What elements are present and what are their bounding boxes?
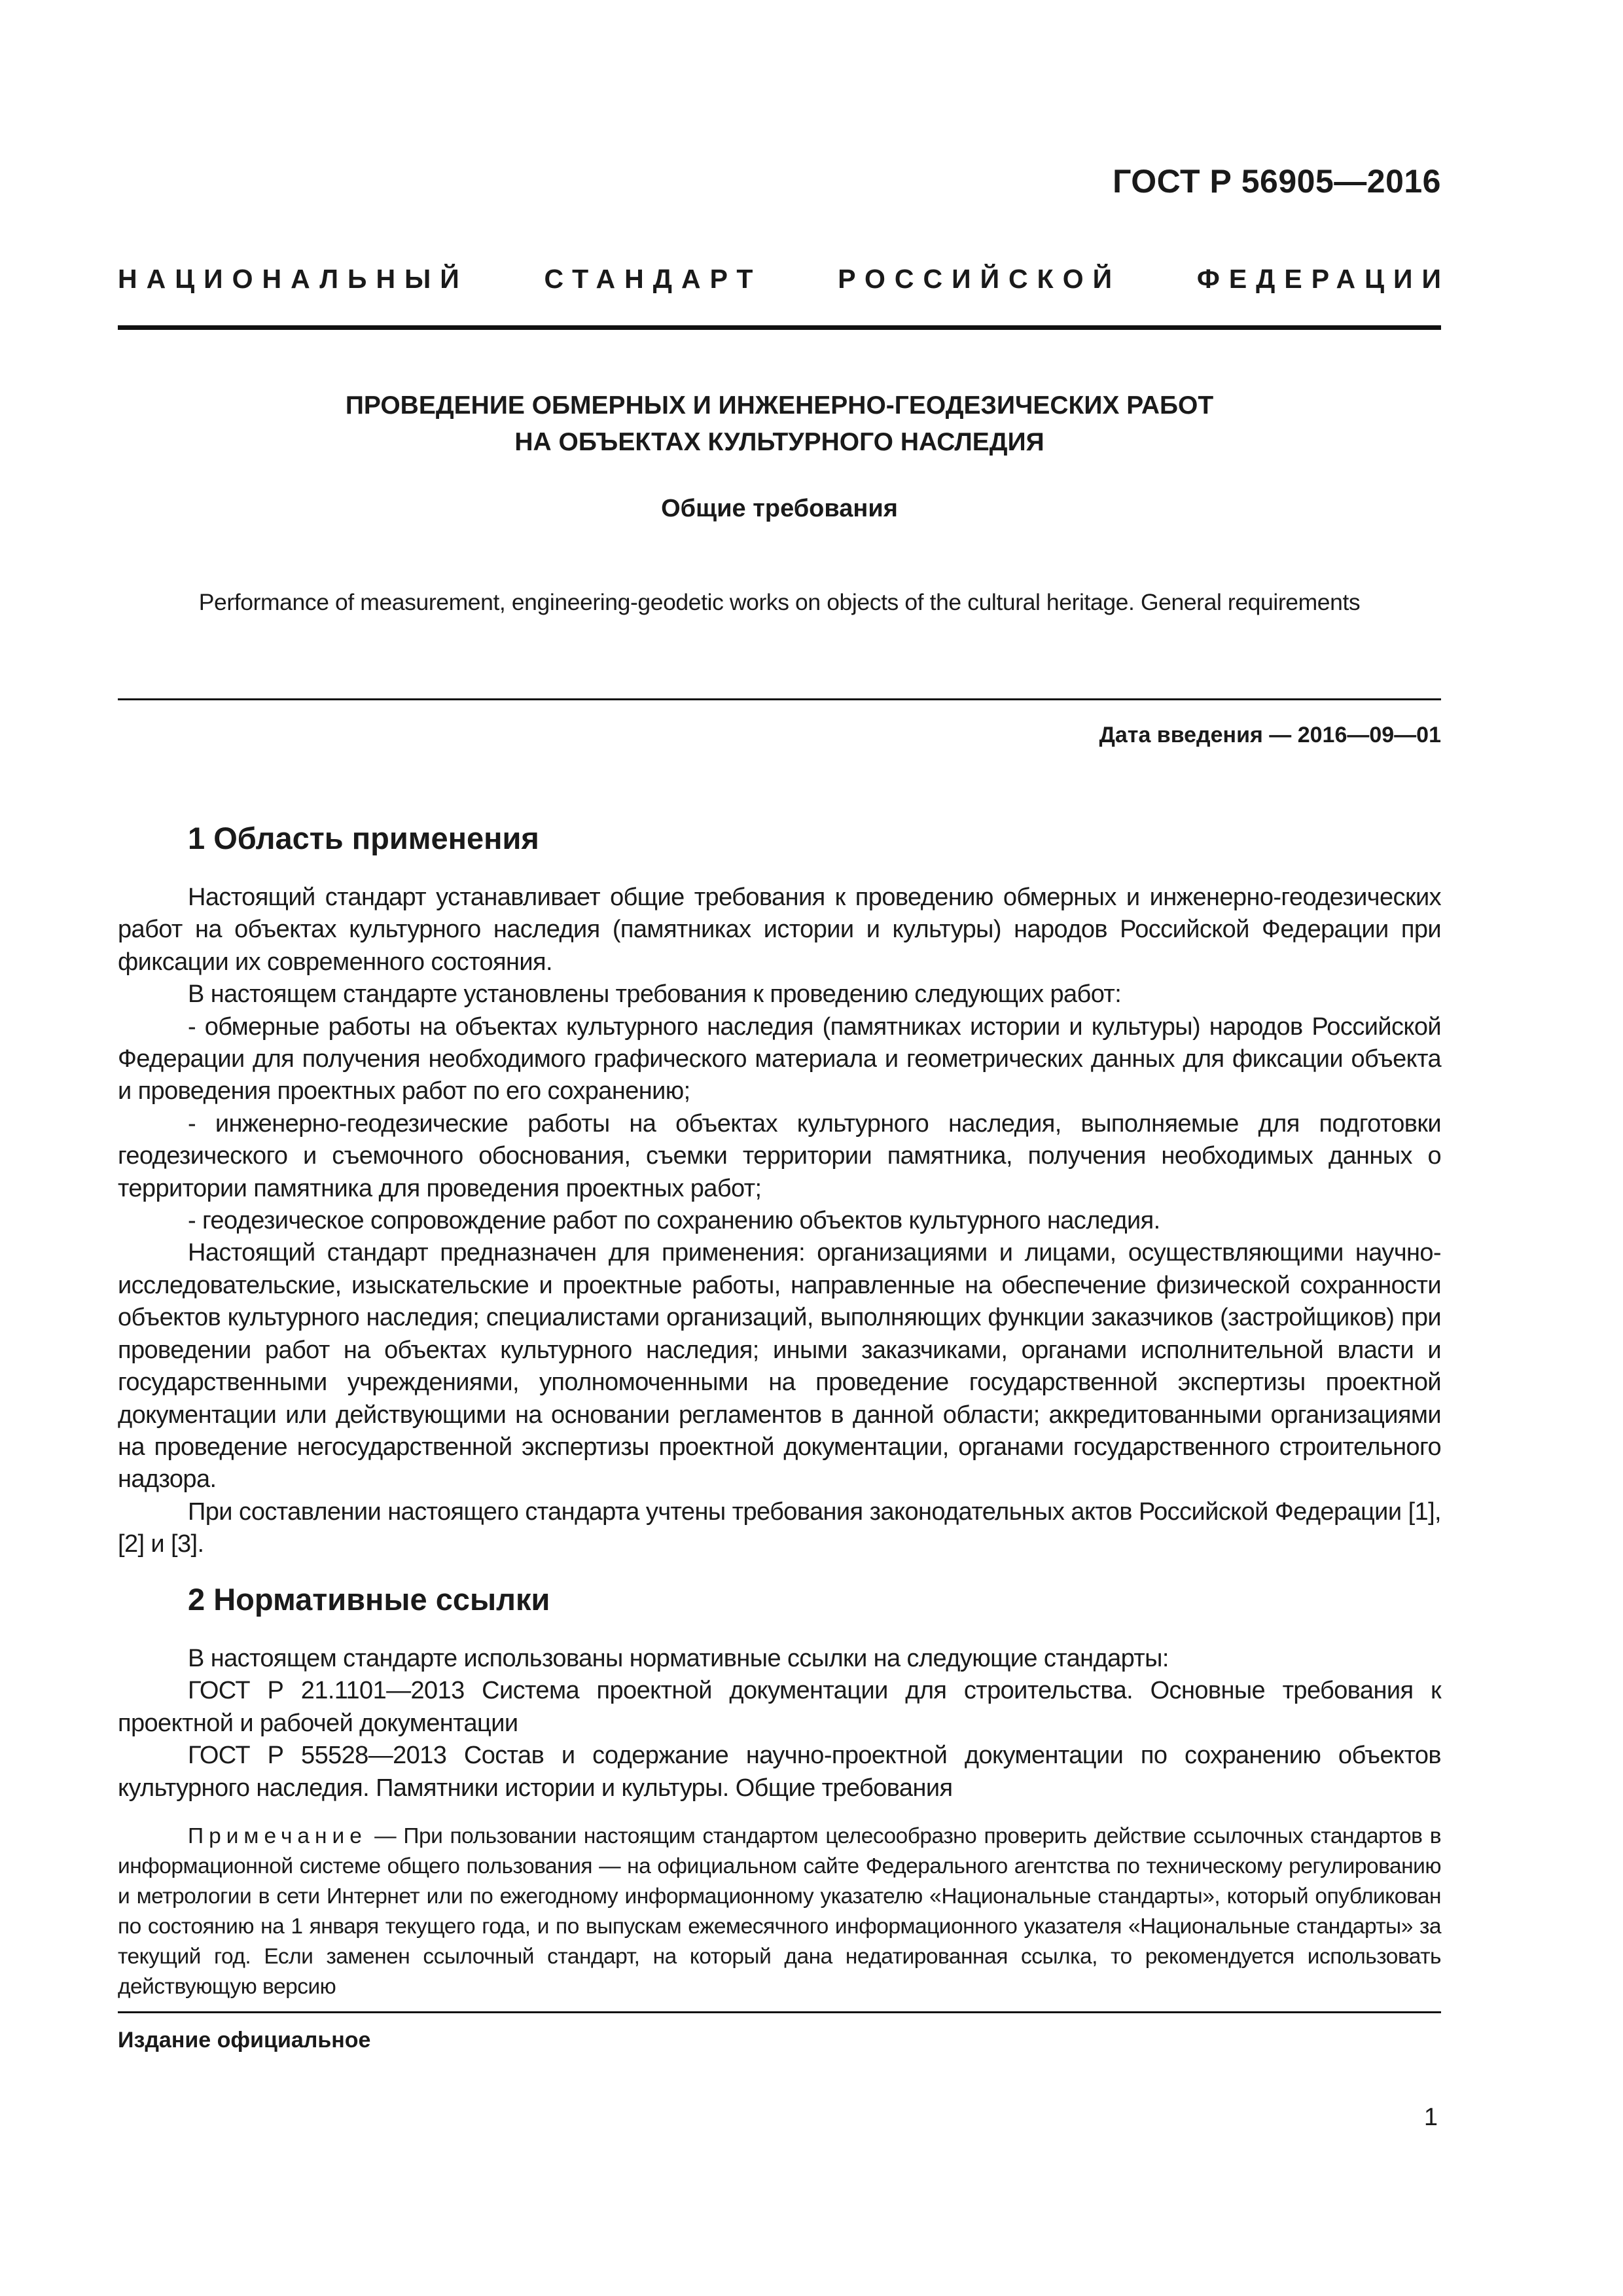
- list-item: - геодезическое сопровождение работ по сохранению объектов культурного наследия.: [188, 1207, 1160, 1235]
- page-number: 1: [1423, 2104, 1438, 2131]
- banner-word: НАЦИОНАЛЬНЫЙ: [118, 264, 469, 294]
- note-block: [118, 1821, 1441, 2002]
- paragraph: Настоящий стандарт устанавливает общие требования к проведению обмерных и инженерно-геодезических работ на объектах культурного наследия (памятниках истории и культуры) народов Российской Федерации при фиксации их современного состояния.: [118, 884, 1441, 976]
- document-subtitle: Общие требования: [661, 495, 898, 522]
- note-text: — При пользовании настоящим стандартом целесообразно проверить действие ссылочных стандартов в информационной системе общего пользования — на официальном сайте Федерального агентства по техническому регулированию и метрологии в сети Интернет или по ежегодному информационному указателю «Национальные стандарты», который опубликован по состоянию на 1 января текущего года, и по выпускам ежемесячного информационного указателя «Национальные стандарты» за текущий год. Если заменен ссылочный стандарт, на который дана недатированная ссылка, то рекомендуется использовать действующую версию: [118, 1824, 1441, 1999]
- section-heading-scope: 1 Область применения: [188, 821, 539, 855]
- document-title: [118, 387, 1441, 461]
- paragraph: В настоящем стандарте установлены требования к проведению следующих работ:: [188, 980, 1122, 1009]
- list-item: - инженерно-геодезические работы на объектах культурного наследия, выполняемые для подготовки геодезического и съемочного обоснования, съемки территории памятника, получения необходимых данных о территории памятника для проведения проектных работ;: [118, 1109, 1441, 1202]
- reference-item: ГОСТ Р 55528—2013 Состав и содержание научно-проектной документации по сохранению объектов культурного наследия. Памятники истории и культуры. Общие требования: [118, 1742, 1441, 1802]
- header-divider: [118, 325, 1441, 330]
- section-references-body: [118, 1643, 1441, 1804]
- national-standard-banner: [118, 264, 1450, 295]
- note-lead: Примечание: [188, 1824, 367, 1848]
- introduction-date: Дата введения — 2016—09—01: [1099, 723, 1441, 747]
- title-line-1: ПРОВЕДЕНИЕ ОБМЕРНЫХ И ИНЖЕНЕРНО-ГЕОДЕЗИЧЕСКИХ РАБОТ: [345, 391, 1214, 420]
- document-page: [118, 0, 1450, 2296]
- title-line-2: НА ОБЪЕКТАХ КУЛЬТУРНОГО НАСЛЕДИЯ: [514, 428, 1044, 456]
- section-heading-references: 2 Нормативные ссылки: [188, 1582, 550, 1617]
- banner-word: СТАНДАРТ: [544, 264, 762, 294]
- document-code: ГОСТ Р 56905—2016: [1113, 163, 1441, 200]
- reference-item: ГОСТ Р 21.1101—2013 Система проектной документации для строительства. Основные требования к проектной и рабочей документации: [118, 1677, 1441, 1737]
- note-paragraph: [118, 1821, 1441, 2002]
- footer-divider: [118, 2011, 1441, 2013]
- banner-word: ФЕДЕРАЦИИ: [1196, 264, 1450, 294]
- list-item: - обмерные работы на объектах культурного наследия (памятниках истории и культуры) народов Российской Федерации для получения необходимого графического материала и геометрических данных для фиксации объекта и проведения проектных работ по его сохранению;: [118, 1013, 1441, 1105]
- paragraph: Настоящий стандарт предназначен для применения: организациями и лицами, осуществляющими научно-исследовательские, изыскательские и проектные работы, направленные на обеспечение физической сохранности объектов культурного наследия; специалистами организаций, выполняющих функции заказчиков (застройщиков) при проведении работ на объектах культурного наследия; иными заказчиками, органами исполнительной власти и государственными учреждениями, уполномоченными на проведение государственной экспертизы проектной документации или действующими на основании регламентов в данной области; аккредитованными организациями на проведение негосударственной экспертизы проектной документации, органами государственного строительного надзора.: [118, 1239, 1441, 1494]
- section-scope-body: [118, 882, 1441, 1561]
- english-title: Performance of measurement, engineering-geodetic works on objects of the cultural heritage. General requirements: [198, 589, 1361, 615]
- official-edition-label: Издание официальное: [118, 2028, 371, 2053]
- title-divider: [118, 698, 1441, 700]
- paragraph: В настоящем стандарте использованы нормативные ссылки на следующие стандарты:: [188, 1645, 1169, 1672]
- banner-word: РОССИЙСКОЙ: [838, 264, 1122, 294]
- paragraph: При составлении настоящего стандарта учтены требования законодательных актов Российской Федерации [1], [2] и [3].: [118, 1498, 1441, 1558]
